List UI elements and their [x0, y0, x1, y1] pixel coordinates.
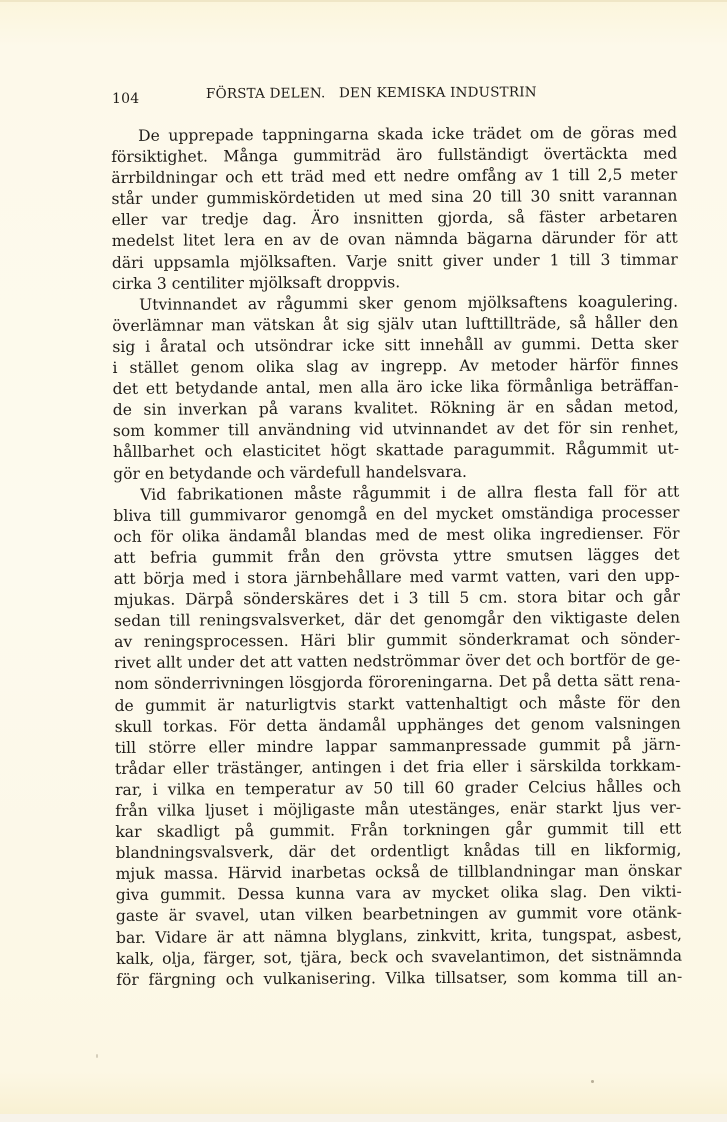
text-line: mjukas. Därpå sönderskäres det i 3 till 5 cm. stora bitar och går	[113, 587, 680, 610]
text-line: från vilka ljuset i möjligaste mån utestänges, enär starkt ljus ver-	[115, 798, 682, 820]
text-line: sedan till reningsvalsverket, där det genomgår den viktigaste delen	[113, 608, 681, 631]
paragraph	[112, 291, 679, 484]
text-line: och för olika ändamål blandas med de mest olika ingredienser. För	[113, 524, 680, 546]
text-line: däri uppsamla mjölksaften. Varje snitt giver under 1 till 3 timmar	[111, 250, 678, 272]
text-line: nom sönderrivningen lösgjorda föroreningarna. Det på detta sätt rena-	[114, 671, 681, 694]
page-number: 104	[112, 91, 140, 107]
body-text	[111, 123, 682, 991]
text-line: överlämnar man vätskan åt sig själv utan lufttillträde, så håller den	[112, 313, 679, 335]
text-line: bliva till gummivaror genomgå en del mycket omständiga processer	[113, 503, 680, 525]
text-line: Vid fabrikationen måste rågummit i de allra flesta fall för att	[140, 482, 680, 504]
page-bottom-edge	[0, 1114, 727, 1122]
text-line: att befria gummit från den grövsta yttre smutsen lägges det	[113, 545, 680, 567]
text-line: kar skadligt på gummit. Från torkningen går gummit till ett	[115, 819, 682, 842]
text-line: mjuk massa. Härvid inarbetas också de tillblandningar man önskar	[115, 861, 682, 884]
text-line: de gummit är naturligtvis starkt vattenhaltigt och måste för den	[114, 693, 681, 715]
text-line: cirka 3 centiliter mjölksaft droppvis.	[111, 272, 401, 293]
text-line: hållbarhet och elasticitet högt skattade paragummit. Rågummit ut-	[112, 439, 680, 462]
paragraph	[113, 481, 682, 991]
running-head	[112, 86, 682, 108]
text-line: av reningsprocessen. Häri blir gummit sönderkramat och sönder-	[114, 629, 681, 652]
text-line: Utvinnandet av rågummi sker genom mjölksaftens koagulering.	[139, 292, 679, 314]
text-line: det ett betydande antal, men alla äro icke lika förmånliga beträffan-	[112, 376, 679, 399]
text-line: sig i åratal och utsöndrar icke sitt innehåll av gummi. Detta sker	[112, 334, 679, 356]
text-line: eller var tredje dag. Äro insnitten gjorda, så fäster arbetaren	[111, 207, 678, 230]
paper-speck	[591, 1080, 594, 1083]
text-line: i stället genom olika slag av ingrepp. Av metoder härför finnes	[112, 355, 679, 378]
text-line: bar. Vidare är att nämna blyglans, zinkvitt, krita, tungspat, asbest,	[115, 925, 683, 947]
text-line: skull torkas. För detta ändamål upphänges det genom valsningen	[114, 714, 681, 736]
text-line: som kommer till användning vid utvinnandet av det för sin renhet,	[112, 418, 679, 441]
text-line: rivet allt under det att vatten nedströmmar över det och bortför de ge-	[114, 650, 681, 673]
text-line: rar, i vilka en temperatur av 50 till 60 grader Celcius hålles och	[115, 777, 682, 799]
text-line: för färgning och vulkanisering. Vilka tillsatser, som komma till an-	[116, 967, 683, 989]
running-title: FÖRSTA DELEN. DEN KEMISKA INDUSTRIN	[205, 84, 537, 102]
text-line: blandningsvalsverk, där det ordentligt knådas till en likformig,	[115, 840, 682, 863]
text-line: trådar eller trästänger, antingen i det fria eller i särskilda torkkam-	[114, 756, 681, 778]
text-line: försiktighet. Många gummiträd äro fullständigt övertäckta med	[111, 144, 678, 167]
text-line: ärrbildningar och ett träd med ett nedre omfång av 1 till 2,5 meter	[111, 165, 678, 188]
text-line: medelst litet lera en av de ovan nämnda bägarna därunder för att	[111, 229, 678, 251]
text-line: kalk, olja, färger, sot, tjära, beck och svavelantimon, det sistnämnda	[116, 946, 683, 968]
paragraph	[111, 123, 678, 295]
text-line: att börja med i stora järnbehållare med varmt vatten, vari den upp-	[113, 566, 680, 588]
text-line: gör en betydande och värdefull handelsvara.	[113, 462, 467, 483]
text-line: giva gummit. Dessa kunna vara av mycket olika slag. Den vikti-	[115, 882, 682, 905]
text-line: gaste är svavel, utan vilken bearbetningen av gummit vore otänk-	[115, 903, 682, 926]
paper-speck	[96, 1054, 98, 1058]
text-line: de sin inverkan på varans kvalitet. Rökning är en sådan metod,	[112, 397, 679, 420]
text-line: till större eller mindre lappar sammanpressade gummit på järn-	[114, 735, 681, 757]
text-line: står under gummiskördetiden ut med sina 20 till 30 snitt varannan	[111, 186, 678, 209]
text-line: De upprepade tappningarna skada icke trädet om de göras med	[138, 123, 678, 145]
